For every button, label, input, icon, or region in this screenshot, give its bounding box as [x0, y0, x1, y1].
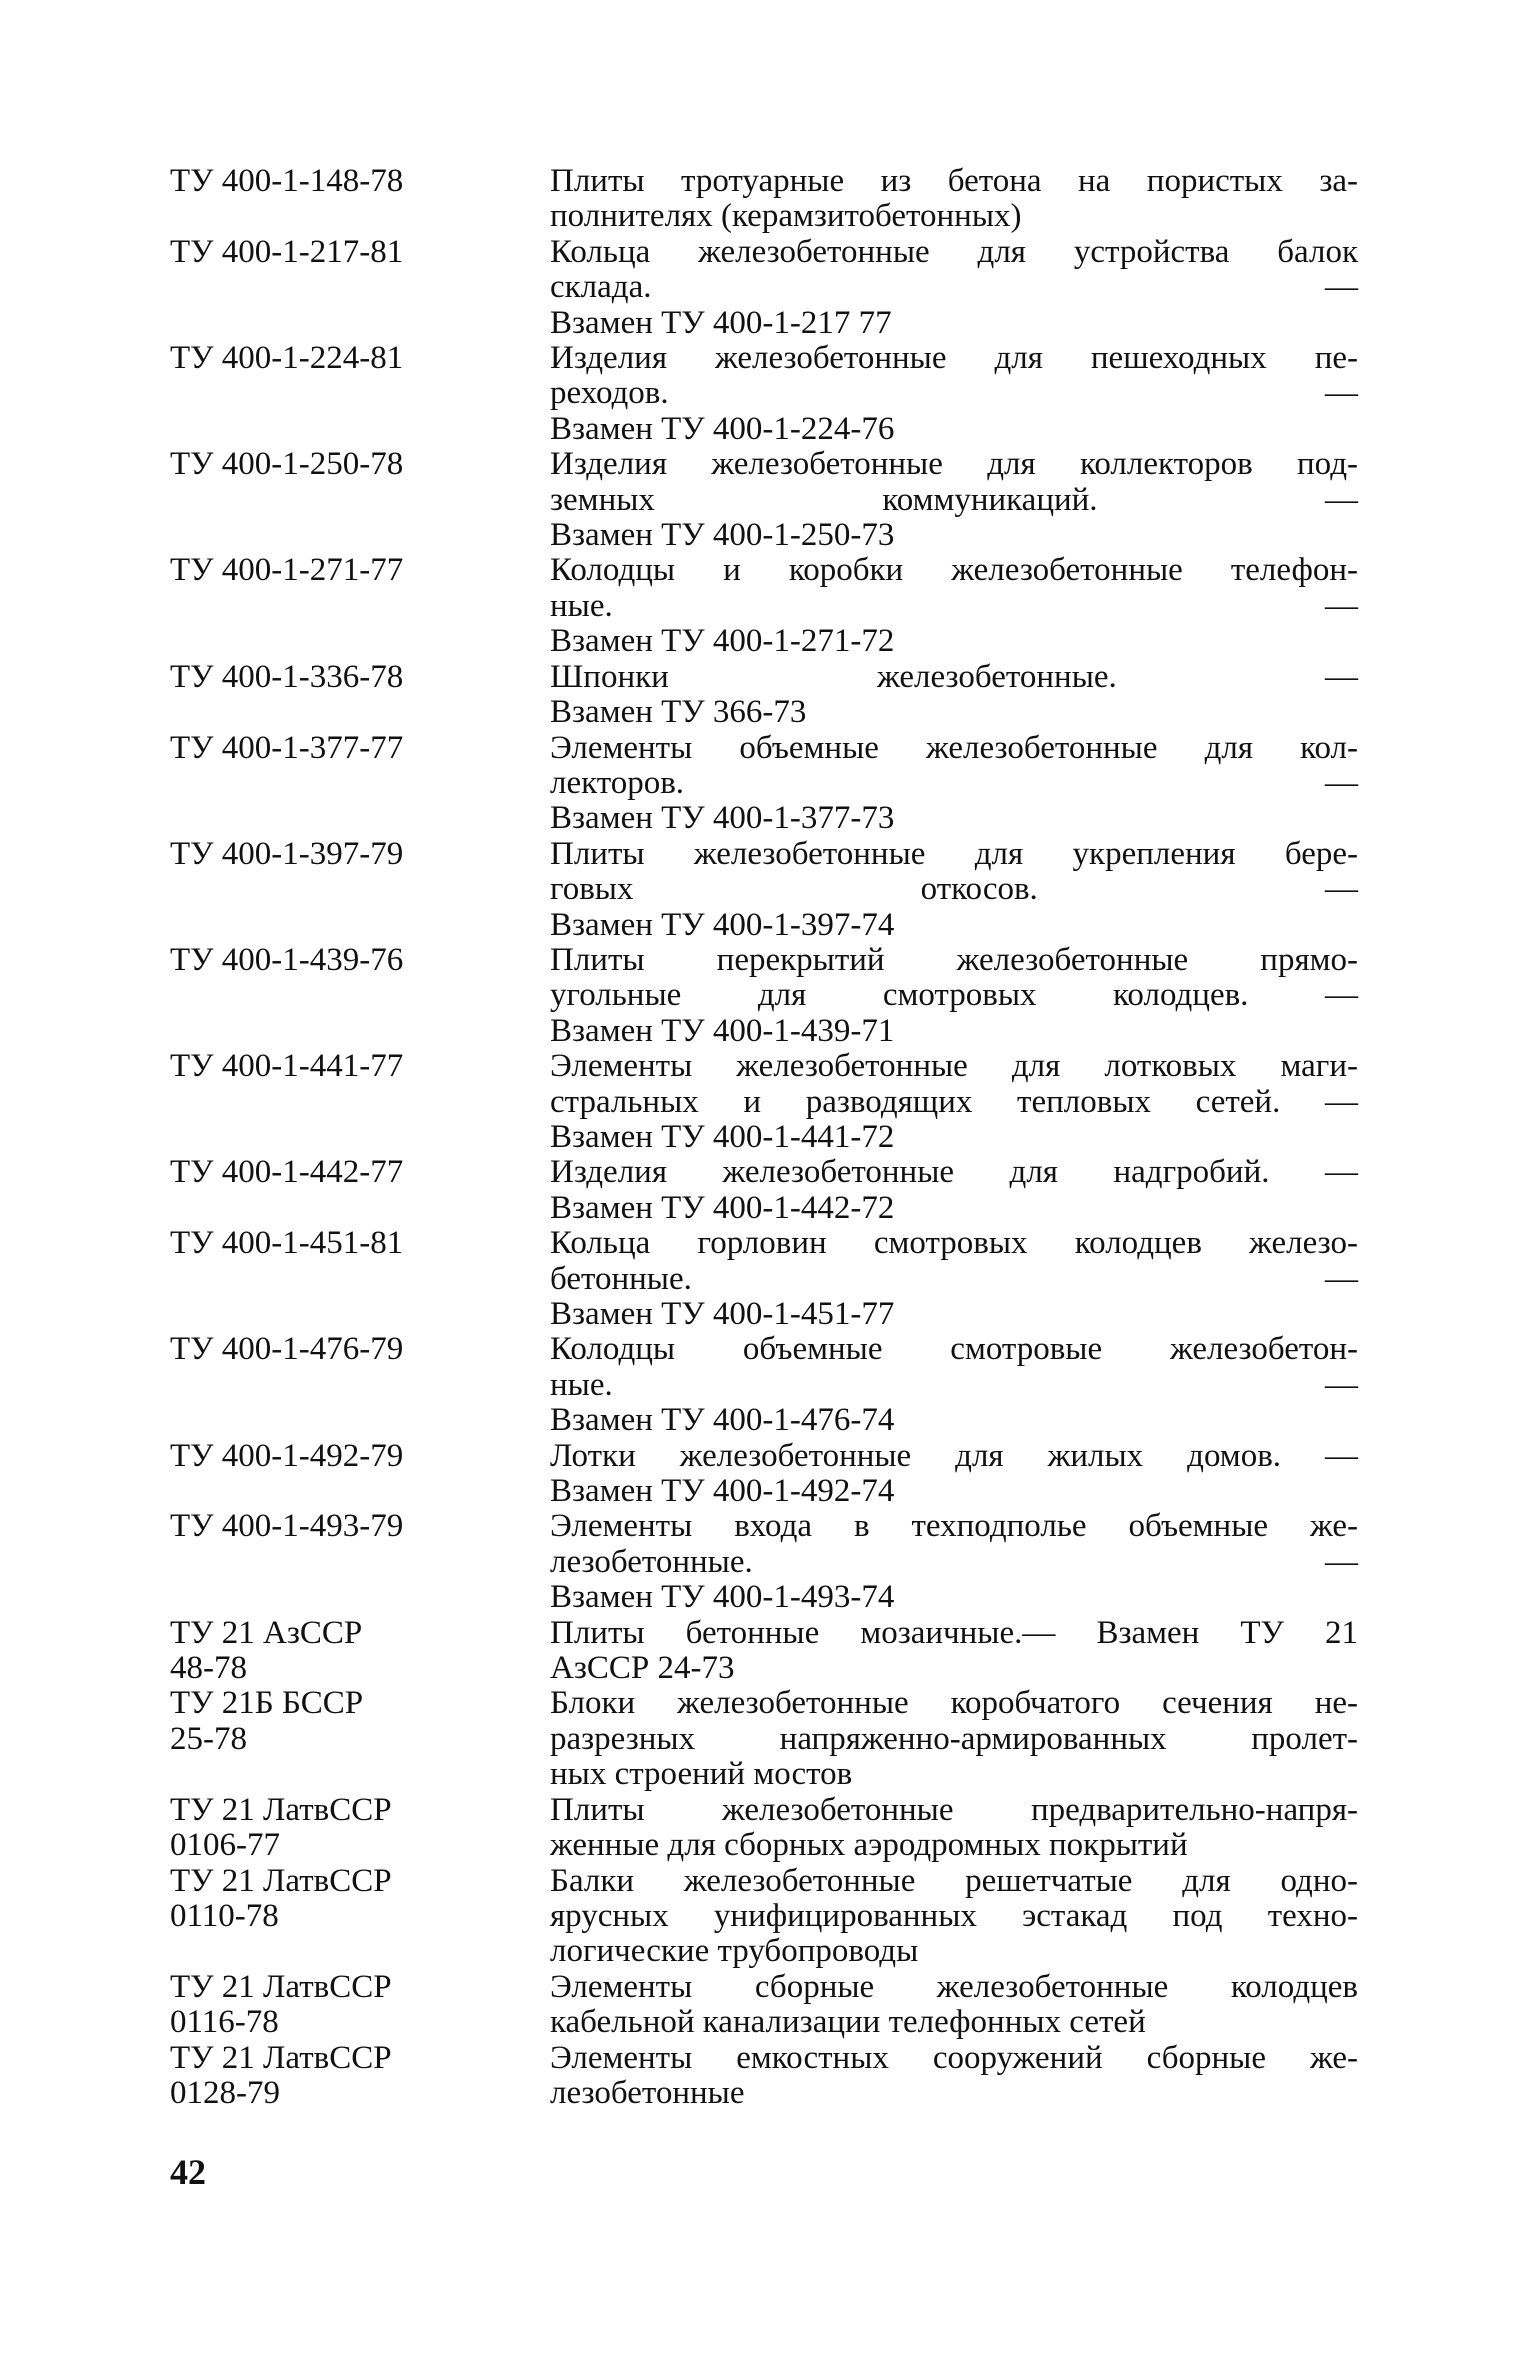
- description-line: Изделия железобетонные для пешеходных пе-: [550, 340, 1358, 377]
- description-line: Плиты перекрытий железобетонные прямо-: [550, 941, 1358, 978]
- description-line: Элементы объемные железобетонные для кол-: [550, 729, 1358, 766]
- page-number: 42: [170, 2152, 206, 2192]
- list-item: [170, 1793, 1370, 1864]
- standard-code: ТУ 21 ЛатвССР 0106-77: [170, 1791, 392, 1864]
- list-item: [170, 235, 1370, 341]
- standard-code: ТУ 400-1-217-81: [170, 233, 404, 270]
- description-line: Изделия железобетонные для надгробий. —: [550, 1154, 1358, 1191]
- standard-description: [550, 447, 1358, 553]
- standard-code: ТУ 400-1-336-78: [170, 658, 404, 695]
- standard-description: [550, 731, 1358, 837]
- description-line: Взамен ТУ 400-1-224-76: [550, 410, 895, 447]
- description-line: Взамен ТУ 400-1-451-77: [550, 1296, 895, 1332]
- standard-description: [550, 341, 1358, 447]
- description-line: ные. —: [550, 587, 1358, 624]
- standard-description: [550, 1616, 1358, 1687]
- list-item: [170, 1864, 1370, 1970]
- standard-code: ТУ 400-1-377-77: [170, 729, 404, 766]
- description-line: Взамен ТУ 400-1-492-74: [550, 1473, 895, 1510]
- description-line: Элементы железобетонные для лотковых маги-: [550, 1048, 1358, 1085]
- list-item: [170, 660, 1370, 731]
- standard-code: ТУ 400-1-439-76: [170, 941, 404, 978]
- description-line: женные для сборных аэродромных покрытий: [550, 1827, 1188, 1864]
- description-line: Взамен ТУ 400-1-442-72: [550, 1189, 895, 1226]
- list-item: [170, 1226, 1370, 1332]
- standard-description: [550, 1793, 1358, 1864]
- description-line: земных коммуникаций. —: [550, 481, 1358, 518]
- description-line: лезобетонные: [550, 2074, 745, 2111]
- description-line: угольные для смотровых колодцев. —: [550, 977, 1358, 1014]
- list-item: [170, 164, 1370, 235]
- description-line: склада. —: [550, 269, 1358, 306]
- description-line: Взамен ТУ 400-1-377-73: [550, 800, 895, 837]
- standard-description: [550, 553, 1358, 659]
- standard-code: ТУ 400-1-224-81: [170, 340, 404, 377]
- standard-code: ТУ 21 ЛатвССР 0128-79: [170, 2039, 392, 2111]
- list-item: [170, 943, 1370, 1049]
- description-line: кабельной канализации телефонных сетей: [550, 2004, 1146, 2041]
- standard-code: ТУ 400-1-271-77: [170, 552, 404, 589]
- standard-code: ТУ 400-1-476-79: [170, 1331, 404, 1368]
- list-item: [170, 1970, 1370, 2041]
- standard-description: [550, 1049, 1358, 1155]
- standard-code: ТУ 21 АзССР 48-78: [170, 1614, 363, 1687]
- description-line: Колодцы объемные смотровые железобетон-: [550, 1331, 1358, 1368]
- description-line: Взамен ТУ 366-73: [550, 694, 807, 731]
- list-item: [170, 341, 1370, 447]
- description-line: Взамен ТУ 400-1-439-71: [550, 1012, 895, 1049]
- description-line: Элементы емкостных сооружений сборные же-: [550, 2039, 1358, 2076]
- list-item: [170, 1686, 1370, 1792]
- description-line: Изделия железобетонные для коллекторов под-: [550, 446, 1358, 483]
- description-line: Балки железобетонные решетчатые для одно-: [550, 1862, 1358, 1899]
- standard-code: ТУ 400-1-397-79: [170, 835, 404, 872]
- standard-code: ТУ 21 ЛатвССР 0110-78: [170, 1862, 392, 1934]
- description-line: Плиты тротуарные из бетона на пористых за-: [550, 163, 1358, 199]
- description-line: логические трубопроводы: [550, 1933, 919, 1970]
- description-line: Взамен ТУ 400-1-250-73: [550, 517, 895, 554]
- standard-code: ТУ 400-1-492-79: [170, 1437, 404, 1474]
- description-line: АзССР 24-73: [550, 1650, 735, 1687]
- standard-description: [550, 1864, 1358, 1970]
- description-line: реходов. —: [550, 375, 1358, 412]
- description-line: Взамен ТУ 400-1-441-72: [550, 1118, 895, 1155]
- standard-code: ТУ 400-1-442-77: [170, 1154, 404, 1191]
- standard-description: [550, 1686, 1358, 1792]
- description-line: бетонные. —: [550, 1260, 1358, 1297]
- standard-code: ТУ 21Б БССР 25-78: [170, 1685, 364, 1757]
- description-line: ные. —: [550, 1366, 1358, 1403]
- standard-code: ТУ 400-1-148-78: [170, 163, 404, 199]
- standard-code: ТУ 400-1-493-79: [170, 1508, 404, 1545]
- description-line: Блоки железобетонные коробчатого сечения не-: [550, 1685, 1358, 1722]
- standard-code: ТУ 400-1-451-81: [170, 1225, 404, 1262]
- description-line: Взамен ТУ 400-1-476-74: [550, 1402, 895, 1439]
- standard-description: [550, 1439, 1358, 1510]
- description-line: Лотки железобетонные для жилых домов. —: [550, 1437, 1358, 1474]
- description-line: лезобетонные. —: [550, 1543, 1358, 1580]
- description-line: Кольца горловин смотровых колодцев железо-: [550, 1225, 1358, 1262]
- standard-description: [550, 164, 1358, 235]
- list-item: [170, 1509, 1370, 1615]
- list-item: [170, 1332, 1370, 1438]
- list-item: [170, 553, 1370, 659]
- description-line: Взамен ТУ 400-1-217 77: [550, 304, 892, 341]
- description-line: Взамен ТУ 400-1-397-74: [550, 906, 895, 943]
- list-item: [170, 1616, 1370, 1687]
- description-line: Плиты железобетонные для укрепления бере-: [550, 835, 1358, 872]
- description-line: Кольца железобетонные для устройства балок: [550, 233, 1358, 270]
- standard-code: ТУ 21 ЛатвССР 0116-78: [170, 1968, 392, 2041]
- description-line: лекторов. —: [550, 764, 1358, 801]
- description-line: Колодцы и коробки железобетонные телефон-: [550, 552, 1358, 589]
- description-line: Плиты железобетонные предварительно-напря-: [550, 1791, 1358, 1828]
- description-line: разрезных напряженно-армированных пролет-: [550, 1720, 1358, 1757]
- description-line: Элементы сборные железобетонные колодцев: [550, 1968, 1358, 2005]
- standard-code: ТУ 400-1-250-78: [170, 446, 404, 483]
- description-line: Шпонки железобетонные. —: [550, 658, 1358, 695]
- description-line: Взамен ТУ 400-1-271-72: [550, 623, 895, 660]
- list-item: [170, 1439, 1370, 1510]
- standard-description: [550, 1226, 1358, 1332]
- description-line: стральных и разводящих тепловых сетей. —: [550, 1083, 1358, 1120]
- description-line: Плиты бетонные мозаичные.— Взамен ТУ 21: [550, 1614, 1358, 1651]
- list-item: [170, 837, 1370, 943]
- standard-code: ТУ 400-1-441-77: [170, 1048, 404, 1085]
- standard-description: [550, 943, 1358, 1049]
- list-item: [170, 1155, 1370, 1226]
- standard-description: [550, 1970, 1358, 2041]
- list-item: [170, 731, 1370, 837]
- standard-description: [550, 1155, 1358, 1226]
- description-line: ных строений мостов: [550, 1756, 853, 1793]
- standards-list: [170, 164, 1370, 2111]
- description-line: Элементы входа в техподполье объемные же-: [550, 1508, 1358, 1545]
- standard-description: [550, 1332, 1358, 1438]
- list-item: [170, 1049, 1370, 1155]
- list-item: [170, 447, 1370, 553]
- description-line: говых откосов. —: [550, 871, 1358, 908]
- description-line: ярусных унифицированных эстакад под техно-: [550, 1897, 1358, 1934]
- standard-description: [550, 2041, 1358, 2112]
- standard-description: [550, 837, 1358, 943]
- description-line: Взамен ТУ 400-1-493-74: [550, 1579, 895, 1616]
- standard-description: [550, 660, 1358, 731]
- standard-description: [550, 1509, 1358, 1615]
- standard-description: [550, 235, 1358, 341]
- description-line: полнителях (керамзитобетонных): [550, 198, 1022, 235]
- list-item: [170, 2041, 1370, 2112]
